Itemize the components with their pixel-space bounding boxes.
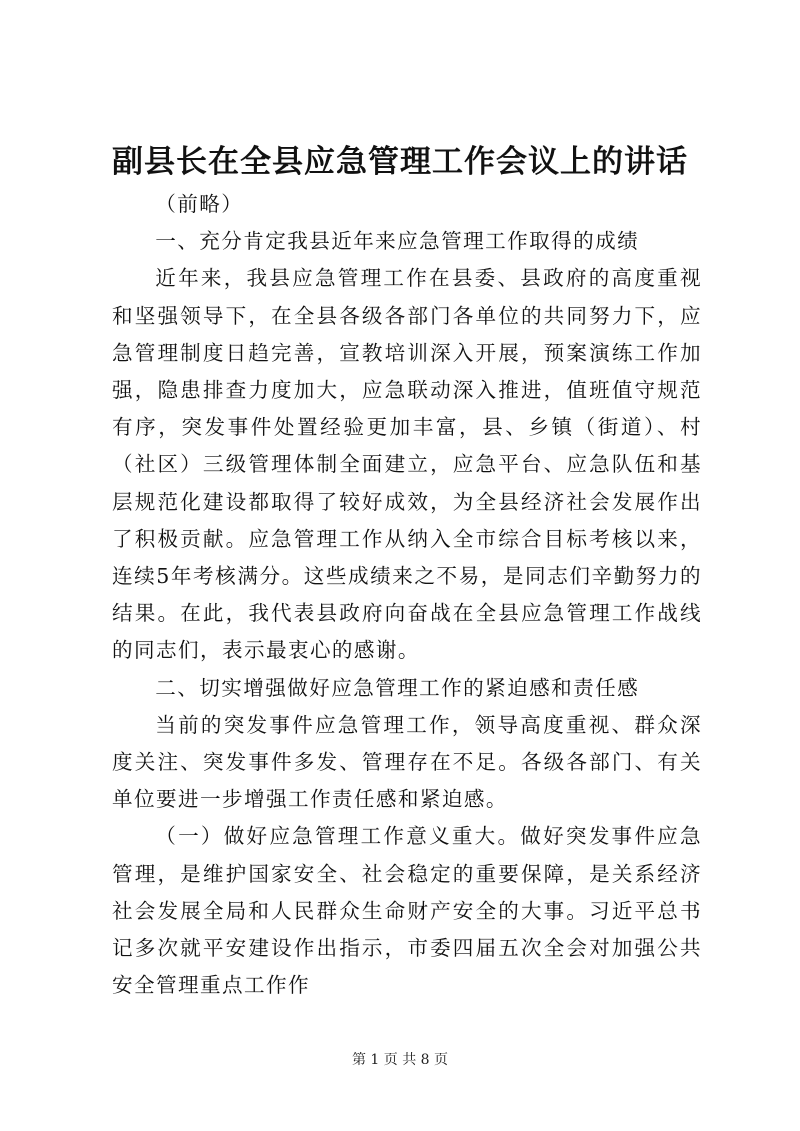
document-body (112, 186, 702, 1004)
paragraph-2: 当前的突发事件应急管理工作，领导高度重视、群众深度关注、突发事件多发、管理存在不足。各级各部门、有关单位要进一步增强工作责任感和紧迫感。 (112, 712, 702, 812)
section-heading-1: 一、充分肯定我县近年来应急管理工作取得的成绩 (155, 229, 640, 254)
page-title: 副县长在全县应急管理工作会议上的讲话 (112, 144, 688, 180)
section-heading-2: 二、切实增强做好应急管理工作的紧迫感和责任感 (155, 675, 640, 700)
paragraph-1: 近年来，我县应急管理工作在县委、县政府的高度重视和坚强领导下，在全县各级各部门各单位的共同努力下，应急管理制度日趋完善，宣教培训深入开展，预案演练工作加强，隐患排查力度加大，应急联动深入推进，值班值守规范有序，突发事件处置经验更加丰富，县、乡镇（街道）、村（社区）三级管理体制全面建立，应急平台、应急队伍和基层规范化建设都取得了较好成效，为全县经济社会发展作出了积极贡献。应急管理工作从纳入全市综合目标考核以来，连续5年考核满分。这些成绩来之不易，是同志们辛勤努力的结果。在此，我代表县政府向奋战在全县应急管理工作战线的同志们，表示最衷心的感谢。 (112, 266, 702, 663)
preface-note: （前略） (155, 192, 244, 216)
page-footer: 第 1 页 共 8 页 (351, 1052, 449, 1068)
paragraph-3: （一）做好应急管理工作意义重大。做好突发事件应急管理，是维护国家安全、社会稳定的重要保障，是关系经济社会发展全局和人民群众生命财产安全的大事。习近平总书记多次就平安建设作出指示，市委四届五次全会对加强公共安全管理重点工作作 (112, 824, 702, 998)
